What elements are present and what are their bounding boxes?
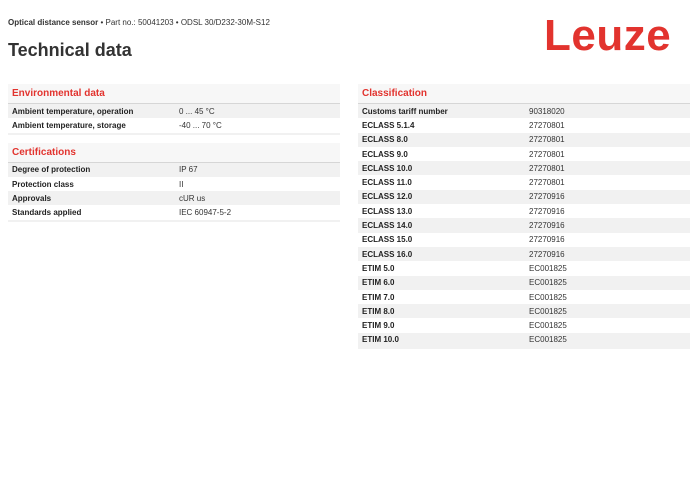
row-label: Ambient temperature, operation xyxy=(12,106,134,116)
table-row xyxy=(358,147,690,161)
row-value: EC001825 xyxy=(529,321,567,331)
table-row xyxy=(358,104,690,118)
environmental-table xyxy=(8,104,340,135)
row-value: 90318020 xyxy=(529,106,565,116)
table-row xyxy=(8,163,340,177)
table-row xyxy=(358,118,690,132)
table-row xyxy=(358,333,690,349)
row-value: 27270801 xyxy=(529,135,565,145)
table-row xyxy=(8,118,340,134)
row-value: II xyxy=(179,179,184,189)
row-label: Approvals xyxy=(12,193,52,203)
row-label: ETIM 8.0 xyxy=(362,306,395,316)
row-value: 27270916 xyxy=(529,249,565,259)
certifications-table xyxy=(8,163,340,222)
row-label: ETIM 5.0 xyxy=(362,263,395,273)
row-value: IP 67 xyxy=(179,165,198,175)
row-value: 27270801 xyxy=(529,163,565,173)
row-value: EC001825 xyxy=(529,335,567,345)
row-value: 27270801 xyxy=(529,120,565,130)
row-label: ETIM 10.0 xyxy=(362,335,399,345)
row-label: ECLASS 12.0 xyxy=(362,192,413,202)
row-label: ETIM 6.0 xyxy=(362,278,395,288)
table-row xyxy=(8,104,340,118)
table-row xyxy=(358,276,690,290)
row-label: ECLASS 15.0 xyxy=(362,235,413,245)
leuze-logo: Leuze xyxy=(544,11,672,60)
row-value: EC001825 xyxy=(529,263,567,273)
part-details: • Part no.: 50041203 • ODSL 30/D232-30M-S12 xyxy=(98,18,270,27)
row-value: 27270801 xyxy=(529,178,565,188)
table-row xyxy=(358,161,690,175)
row-value: EC001825 xyxy=(529,306,567,316)
row-label: Ambient temperature, storage xyxy=(12,120,126,130)
table-row xyxy=(358,218,690,232)
table-row xyxy=(358,247,690,261)
table-row xyxy=(358,290,690,304)
row-value: cUR us xyxy=(179,193,206,203)
row-label: Customs tariff number xyxy=(362,106,448,116)
page-title: Technical data xyxy=(8,40,132,60)
table-row xyxy=(8,177,340,191)
table-row xyxy=(8,191,340,205)
row-label: ECLASS 10.0 xyxy=(362,163,413,173)
row-value: 27270801 xyxy=(529,149,565,159)
row-label: ECLASS 5.1.4 xyxy=(362,120,415,130)
row-label: Standards applied xyxy=(12,208,82,218)
row-value: EC001825 xyxy=(529,292,567,302)
row-label: ECLASS 9.0 xyxy=(362,149,408,159)
row-value: 27270916 xyxy=(529,192,565,202)
row-value: 0 ... 45 °C xyxy=(179,106,215,116)
document-header xyxy=(8,18,270,27)
row-label: ECLASS 16.0 xyxy=(362,249,413,259)
row-label: Protection class xyxy=(12,179,74,189)
row-value: 27270916 xyxy=(529,221,565,231)
row-value: IEC 60947-5-2 xyxy=(179,208,232,218)
section-title-classification: Classification xyxy=(358,84,690,104)
classification-table xyxy=(358,104,690,349)
row-value: EC001825 xyxy=(529,278,567,288)
table-row xyxy=(358,318,690,332)
table-row xyxy=(358,133,690,147)
row-label: ECLASS 13.0 xyxy=(362,206,413,216)
row-value: -40 ... 70 °C xyxy=(179,120,222,130)
row-value: 27270916 xyxy=(529,235,565,245)
right-column xyxy=(358,84,690,349)
row-label: Degree of protection xyxy=(12,165,91,175)
table-row xyxy=(358,233,690,247)
section-title-certifications: Certifications xyxy=(8,143,340,163)
table-row xyxy=(8,205,340,221)
product-name: Optical distance sensor xyxy=(8,18,99,27)
row-label: ETIM 9.0 xyxy=(362,321,395,331)
table-row xyxy=(358,204,690,218)
table-row xyxy=(358,261,690,275)
row-label: ECLASS 8.0 xyxy=(362,135,408,145)
row-value: 27270916 xyxy=(529,206,565,216)
table-row xyxy=(358,190,690,204)
left-column xyxy=(8,84,340,222)
table-row xyxy=(358,304,690,318)
row-label: ECLASS 14.0 xyxy=(362,221,413,231)
row-label: ECLASS 11.0 xyxy=(362,178,412,188)
section-title-environmental: Environmental data xyxy=(8,84,340,104)
row-label: ETIM 7.0 xyxy=(362,292,395,302)
table-row xyxy=(358,175,690,189)
